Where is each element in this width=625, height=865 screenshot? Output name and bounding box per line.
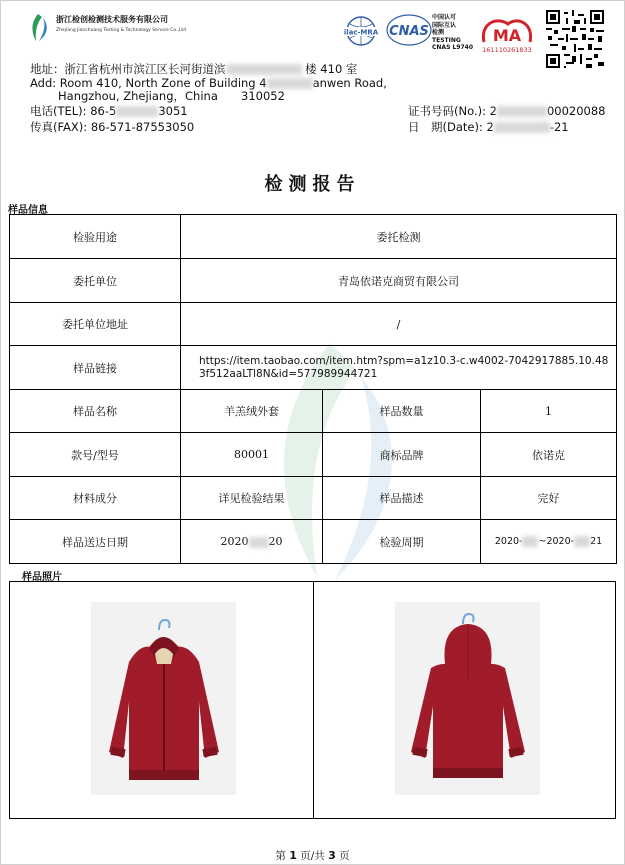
cnas-text-block <box>432 14 473 52</box>
sample-photo-heading: 样品照片 <box>22 572 62 583</box>
jacket-front-photo <box>91 602 236 795</box>
ilac-mra-logo <box>340 16 382 46</box>
test-period-a: 2020- <box>494 536 523 547</box>
cnas-text-1: 中国认可 <box>432 14 457 21</box>
ilac-label: ilac-MRA <box>343 28 379 37</box>
ma-label: MA <box>492 26 522 45</box>
jacket-back-photo <box>395 602 540 795</box>
address-city: Hangzhou, Zhejiang，China <box>58 89 218 103</box>
company-name-cn: 浙江检创检测技术服务有限公司 <box>56 15 168 24</box>
ma-code: 161110261833 <box>482 46 532 54</box>
client-address-label: 委托单位地址 <box>10 303 181 346</box>
test-period-b: ~2020- <box>538 536 575 547</box>
redaction-blur <box>522 536 538 547</box>
redaction-blur <box>497 106 547 117</box>
address-en-label: Add: <box>30 76 57 90</box>
sample-qty-label: 样品数量 <box>323 390 481 433</box>
cma-logo <box>478 14 536 54</box>
address-cn-value-a: 浙江省杭州市滨江区长河街道滨 <box>64 62 226 76</box>
date-value-b: -21 <box>549 120 569 134</box>
sample-link-value: https://item.taobao.com/item.htm?spm=a1z10.3-c.w4002-7042917885.10.483f512aaLTl8N&id=577989944721 <box>181 346 617 390</box>
report-title: 检测报告 <box>264 174 361 195</box>
cert-no-label: 证书号码(No.): <box>408 104 486 118</box>
material-label: 材料成分 <box>10 477 181 520</box>
sample-link-label: 样品链接 <box>10 346 181 390</box>
model-value: 80001 <box>181 433 323 477</box>
cnas-text-5: CNAS L9740 <box>432 44 474 51</box>
client-label: 委托单位 <box>10 259 181 303</box>
client-value: 青岛依诺克商贸有限公司 <box>181 259 617 303</box>
material-value: 详见检验结果 <box>181 477 323 520</box>
brand-label: 商标品牌 <box>323 433 481 477</box>
delivery-date-a: 2020 <box>220 535 249 548</box>
redaction-blur <box>267 78 313 89</box>
table-row <box>10 259 617 303</box>
sample-photos-box <box>9 581 616 819</box>
redaction-blur <box>494 122 550 133</box>
company-name-en: Zhejiang Jianchuang Testing & Technology Service Co.,Ltd <box>56 28 187 33</box>
address-cn-value-b: 楼 410 室 <box>305 62 358 76</box>
photo-divider <box>313 582 314 818</box>
page-footer <box>0 848 625 863</box>
sample-info-table <box>9 214 617 564</box>
test-period-value <box>481 520 617 564</box>
cert-no-value-a: 2 <box>489 104 497 118</box>
cert-no-value-b: 00020088 <box>546 104 606 118</box>
redaction-blur <box>249 537 269 548</box>
footer-prefix: 第 <box>275 850 286 862</box>
cnas-text-3: 检测 <box>432 29 445 36</box>
model-label: 款号/型号 <box>10 433 181 477</box>
purpose-value: 委托检测 <box>181 215 617 259</box>
address-cn-label: 地址： <box>30 62 65 76</box>
fax-label: 传真(FAX): <box>30 120 88 134</box>
brand-value: 依诺克 <box>481 433 617 477</box>
fax-value: 86-571-87553050 <box>90 120 195 134</box>
footer-suffix: 页 <box>339 850 350 862</box>
sample-qty-value: 1 <box>481 390 617 433</box>
address-cn-line <box>30 62 357 76</box>
redaction-blur <box>574 536 590 547</box>
sample-info-heading: 样品信息 <box>8 205 48 216</box>
address-en-value-b: anwen Road, <box>312 76 387 90</box>
table-row <box>10 390 617 433</box>
sample-name-value: 羊羔绒外套 <box>181 390 323 433</box>
redaction-blur <box>226 64 302 75</box>
footer-page-number: 1 <box>289 849 297 862</box>
tel-label: 电话(TEL): <box>30 104 87 118</box>
test-period-label: 检验周期 <box>323 520 481 564</box>
cnas-label: CNAS <box>389 24 429 39</box>
company-logo-icon <box>28 12 50 42</box>
delivery-date-b: 20 <box>268 535 283 548</box>
footer-total-pages: 3 <box>328 849 336 862</box>
cert-no-line <box>408 104 605 118</box>
address-en-value-a: Room 410, North Zone of Building 4 <box>59 76 267 90</box>
delivery-date-label: 样品送达日期 <box>10 520 181 564</box>
table-row <box>10 477 617 520</box>
cnas-text-2: 国际互认 <box>432 21 457 29</box>
table-row <box>10 346 617 390</box>
delivery-date-value <box>181 520 323 564</box>
tel-line <box>30 104 188 118</box>
table-row <box>10 520 617 564</box>
address-postcode: 310052 <box>241 89 285 103</box>
cnas-text-4: TESTING <box>432 36 461 44</box>
table-row <box>10 303 617 346</box>
fax-line <box>30 120 194 134</box>
table-row <box>10 433 617 477</box>
date-value-a: 2 <box>486 120 494 134</box>
description-value: 完好 <box>481 477 617 520</box>
purpose-label: 检验用途 <box>10 215 181 259</box>
cnas-logo <box>386 14 432 46</box>
address-en-line <box>30 76 387 90</box>
test-period-c: 21 <box>590 536 603 547</box>
date-line <box>408 120 569 134</box>
tel-value-a: 86-5 <box>90 104 117 118</box>
redaction-blur <box>116 106 158 117</box>
sample-name-label: 样品名称 <box>10 390 181 433</box>
date-label: 日 期(Date): <box>408 120 483 134</box>
tel-value-b: 3051 <box>158 104 188 118</box>
qr-code <box>546 10 604 68</box>
description-label: 样品描述 <box>323 477 481 520</box>
client-address-value: / <box>181 303 617 346</box>
table-row <box>10 215 617 259</box>
footer-mid: 页/共 <box>300 850 325 862</box>
